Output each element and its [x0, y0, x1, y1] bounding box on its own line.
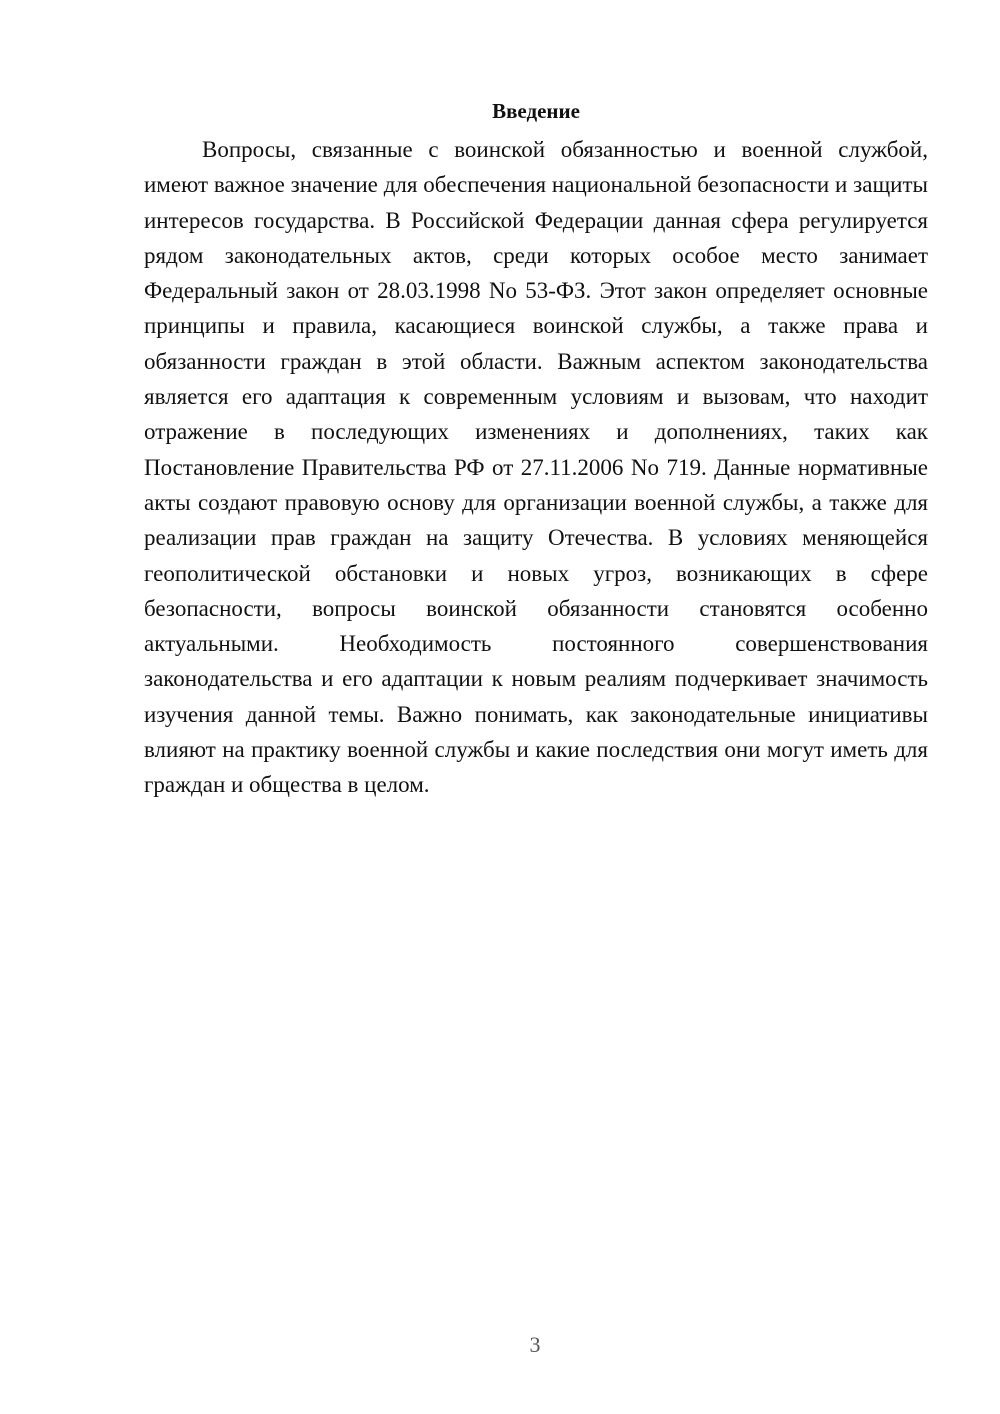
section-heading: Введение [492, 99, 580, 123]
page-number: 3 [529, 1332, 541, 1357]
page-content [144, 96, 928, 803]
intro-paragraph: Вопросы, связанные с воинской обязанностью и военной службой, имеют важное значение для обеспечения национальной безопасности и защиты интересов государства. В Российской Федерации данная сфера регулируется рядом законодательных актов, среди которых особое место занимает Федеральный закон от 28.03.1998 No 53-ФЗ. Этот закон определяет основные принципы и правила, касающиеся воинской службы, а также права и обязанности граждан в этой области. Важным аспектом законодательства является его адаптация к современным условиям и вызовам, что находит отражение в последующих изменениях и дополнениях, таких как Постановление Правительства РФ от 27.11.2006 No 719. Данные нормативные акты создают правовую основу для организации военной службы, а также для реализации прав граждан на защиту Отечества. В условиях меняющейся геополитической обстановки и новых угроз, возникающих в сфере безопасности, вопросы воинской обязанности становятся особенно актуальными. Необходимость постоянного совершенствования законодательства и его адаптации к новым реалиям подчеркивает значимость изучения данной темы. Важно понимать, как законодательные инициативы влияют на практику военной службы и какие последствия они могут иметь для граждан и общества в целом. [144, 137, 928, 798]
